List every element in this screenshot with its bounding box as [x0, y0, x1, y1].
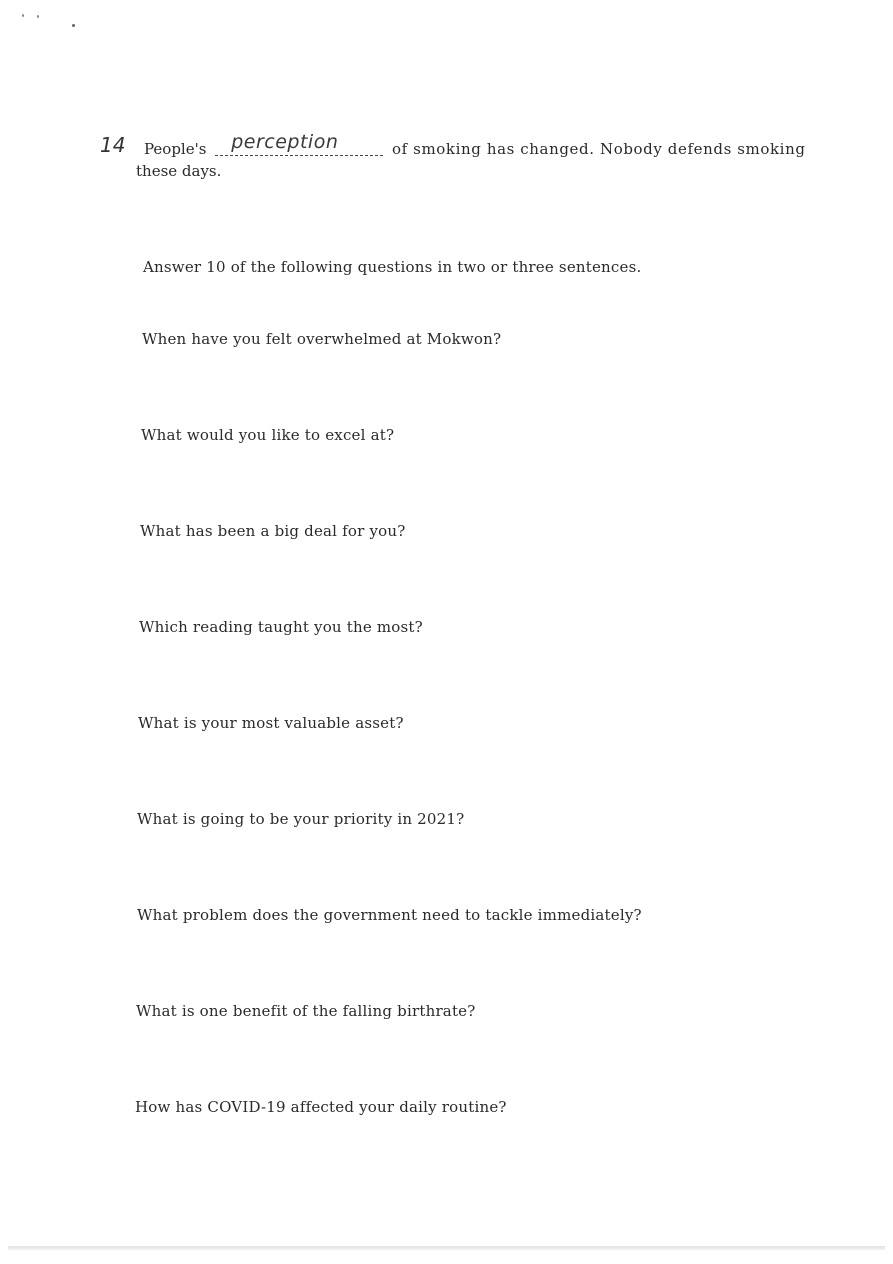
question-item: When have you felt overwhelmed at Mokwon? — [142, 330, 502, 348]
scan-speck — [37, 15, 39, 18]
blank-dashed-line — [215, 155, 383, 156]
question-item: What is going to be your priority in 2021? — [137, 810, 465, 828]
instruction-text: Answer 10 of the following questions in two or three sentences. — [143, 258, 642, 276]
sentence-continuation: these days. — [136, 162, 222, 180]
fill-in-sentence-line — [144, 131, 806, 161]
question-item: What problem does the government need to tackle immediately? — [137, 906, 642, 924]
scan-speck — [72, 24, 75, 27]
question-item: What is your most valuable asset? — [138, 714, 404, 732]
question-item: How has COVID-19 affected your daily routine? — [135, 1098, 507, 1116]
question-item: Which reading taught you the most? — [139, 618, 423, 636]
handwritten-item-number: 14 — [100, 133, 126, 157]
page-bottom-edge — [8, 1246, 885, 1250]
question-item: What is one benefit of the falling birthrate? — [136, 1002, 476, 1020]
handwritten-answer: perception — [231, 131, 339, 153]
sentence-prefix: People's — [144, 140, 207, 158]
question-item: What has been a big deal for you? — [140, 522, 406, 540]
answer-blank — [215, 131, 383, 154]
scan-speck — [22, 14, 24, 17]
question-item: What would you like to excel at? — [141, 426, 395, 444]
sentence-suffix: of smoking has changed. Nobody defends smoking — [392, 140, 806, 158]
